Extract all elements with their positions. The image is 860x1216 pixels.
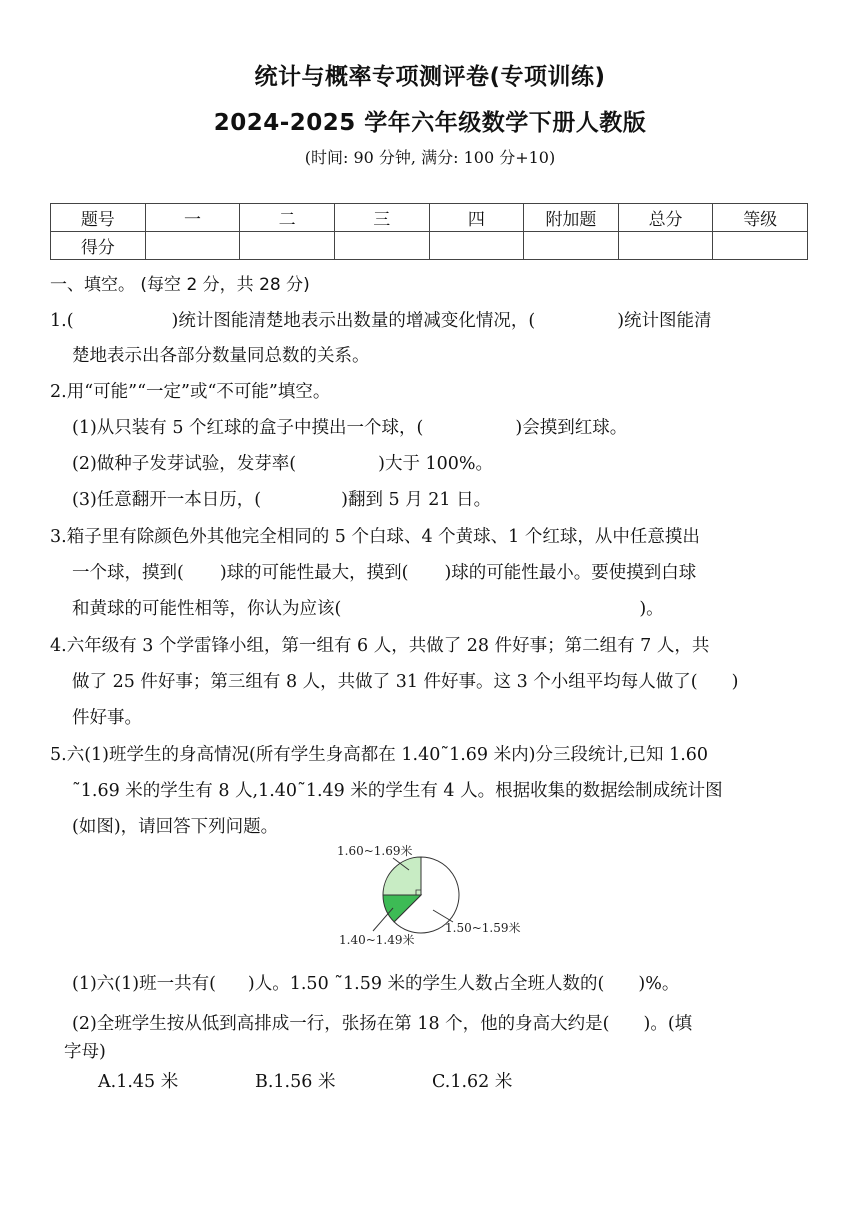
question-3-line-2: 一个球，摸到( )球的可能性最大，摸到( )球的可能性最小。要使摸到白球 bbox=[72, 563, 697, 583]
question-5-sub-2-cont: 字母) bbox=[64, 1042, 106, 1062]
question-5-line-3: (如图)，请回答下列问题。 bbox=[72, 817, 279, 837]
question-5-line-2: ˜1.69 米的学生有 8 人,1.40˜1.49 米的学生有 4 人。根据收集的数据绘制成统计图 bbox=[72, 781, 723, 801]
title-line-2: 2024-2025 学年六年级数学下册人教版 bbox=[213, 110, 647, 136]
question-4-line-1: 4.六年级有 3 个学雷锋小组，第一组有 6 人，共做了 28 件好事；第二组有 7 人，共 bbox=[50, 636, 710, 656]
header-cell: 总分 bbox=[618, 204, 713, 232]
header-cell: 附加题 bbox=[524, 204, 619, 232]
choice-a: A.1.45 米 bbox=[98, 1072, 179, 1092]
score-cell bbox=[240, 232, 335, 260]
section-heading: 一、填空。 (每空 2 分，共 28 分) bbox=[50, 275, 310, 295]
score-cell bbox=[524, 232, 619, 260]
pie-label: 1.60~1.69米 bbox=[337, 844, 413, 858]
score-cell bbox=[713, 232, 808, 260]
score-cell bbox=[429, 232, 524, 260]
question-4-line-3: 件好事。 bbox=[72, 708, 142, 728]
score-table-header-row bbox=[51, 204, 808, 232]
question-5-line-1: 5.六(1)班学生的身高情况(所有学生身高都在 1.40˜1.69 米内)分三段统计,已知 1.60 bbox=[50, 745, 709, 765]
pie-label: 1.50~1.59米 bbox=[445, 921, 521, 935]
score-cell bbox=[145, 232, 240, 260]
leader-line bbox=[373, 908, 393, 931]
question-3-line-1: 3.箱子里有除颜色外其他完全相同的 5 个白球、4 个黄球、1 个红球，从中任意摸出 bbox=[50, 527, 700, 547]
row-label: 得分 bbox=[51, 232, 146, 260]
question-2-sub-1: (1)从只装有 5 个红球的盒子中摸出一个球，( )会摸到红球。 bbox=[72, 418, 628, 438]
exam-info: (时间: 90 分钟, 满分: 100 分+10) bbox=[304, 148, 556, 167]
pie-slice-1-60-1-69 bbox=[383, 857, 421, 895]
header-cell: 一 bbox=[145, 204, 240, 232]
title-line-1: 统计与概率专项测评卷(专项训练) bbox=[254, 64, 606, 90]
question-5-sub-2: (2)全班学生按从低到高排成一行，张扬在第 18 个，他的身高大约是( )。(填 bbox=[72, 1014, 693, 1034]
choice-c: C.1.62 米 bbox=[432, 1072, 513, 1092]
score-cell bbox=[334, 232, 429, 260]
question-2-stem: 2.用“可能”“一定”或“不可能”填空。 bbox=[50, 382, 331, 402]
question-1-line-1: 1.( )统计图能清楚地表示出数量的增减变化情况，( )统计图能清 bbox=[50, 311, 712, 331]
score-cell bbox=[618, 232, 713, 260]
question-2-sub-3: (3)任意翻开一本日历，( )翻到 5 月 21 日。 bbox=[72, 490, 492, 510]
question-3-line-3: 和黄球的可能性相等，你认为应该( )。 bbox=[72, 599, 664, 619]
pie-label: 1.40~1.49米 bbox=[339, 933, 415, 947]
score-table bbox=[50, 203, 808, 260]
choice-b: B.1.56 米 bbox=[255, 1072, 336, 1092]
header-cell: 四 bbox=[429, 204, 524, 232]
question-4-line-2: 做了 25 件好事；第三组有 8 人，共做了 31 件好事。这 3 个小组平均每人做了( ) bbox=[72, 672, 739, 692]
question-2-sub-2: (2)做种子发芽试验，发芽率( )大于 100%。 bbox=[72, 454, 494, 474]
header-cell: 三 bbox=[334, 204, 429, 232]
score-table-row bbox=[51, 232, 808, 260]
header-cell: 题号 bbox=[51, 204, 146, 232]
header-cell: 二 bbox=[240, 204, 335, 232]
pie-chart bbox=[333, 838, 573, 953]
question-5-sub-1: (1)六(1)班一共有( )人。1.50 ˜1.59 米的学生人数占全班人数的( )%。 bbox=[72, 974, 680, 994]
header-cell: 等级 bbox=[713, 204, 808, 232]
question-1-line-2: 楚地表示出各部分数量同总数的关系。 bbox=[72, 346, 370, 366]
